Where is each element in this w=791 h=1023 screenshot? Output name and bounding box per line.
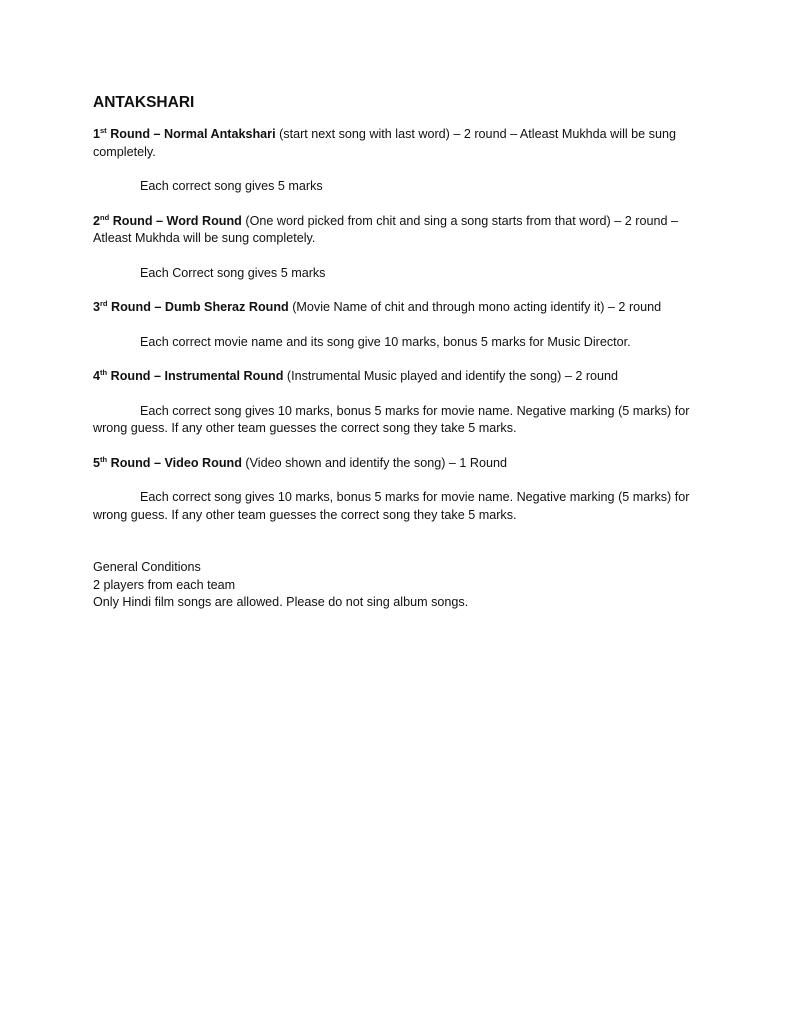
round-number: 2 xyxy=(93,213,101,228)
round-number: 4 xyxy=(93,369,101,383)
round-title: Round – Dumb Sheraz Round xyxy=(111,300,289,314)
round-scoring-text: Each correct song gives 10 marks, bonus 5 marks for movie name. Negative marking (5 marks) for wrong guess. If any other team guesses the correct song they take 5 marks. xyxy=(93,403,690,435)
round-description: (start next song with last word) – 2 round – Atleast Mukhda will be sung completely. xyxy=(93,127,676,159)
round-scoring-text: Each Correct song gives 5 marks xyxy=(140,265,326,280)
general-conditions-heading: General Conditions xyxy=(93,560,201,574)
round-description: (Instrumental Music played and identify the song) – 2 round xyxy=(286,369,619,383)
round-description: (Movie Name of chit and through mono acting identify it) – 2 round xyxy=(292,300,662,314)
round-heading xyxy=(93,455,703,473)
round-scoring-rule xyxy=(93,334,703,352)
round-number: 3 xyxy=(93,300,101,314)
round-scoring-text: Each correct movie name and its song give 10 marks, bonus 5 marks for Music Director. xyxy=(140,334,631,349)
round-ordinal-suffix: nd xyxy=(100,212,110,222)
round-scoring-text: Each correct song gives 10 marks, bonus 5 marks for movie name. Negative marking (5 marks) for wrong guess. If any other team guesses the correct song they take 5 marks. xyxy=(93,490,690,522)
round-heading xyxy=(93,213,703,248)
round-scoring-rule xyxy=(93,265,703,283)
round-title: Round – Normal Antakshari xyxy=(110,127,276,141)
round-4 xyxy=(93,368,703,438)
round-heading xyxy=(93,368,703,386)
round-heading xyxy=(93,126,703,161)
round-scoring-rule xyxy=(93,489,703,524)
round-ordinal-suffix: th xyxy=(100,368,108,377)
round-title: Round – Word Round xyxy=(112,213,242,228)
round-ordinal-suffix: st xyxy=(100,126,107,135)
round-3 xyxy=(93,299,703,351)
document-title: ANTAKSHARI xyxy=(93,94,195,111)
round-2 xyxy=(93,213,703,283)
round-scoring-text: Each correct song gives 5 marks xyxy=(140,179,323,193)
round-ordinal-suffix: rd xyxy=(100,299,108,308)
round-ordinal-suffix: th xyxy=(100,454,108,464)
document-page xyxy=(93,92,703,612)
general-condition-line: 2 players from each team xyxy=(93,577,236,592)
round-scoring-rule xyxy=(93,178,703,196)
general-condition-line: Only Hindi film songs are allowed. Please do not sing album songs. xyxy=(93,595,469,609)
general-conditions xyxy=(93,559,703,612)
round-title: Round – Video Round xyxy=(110,455,242,470)
round-1 xyxy=(93,126,703,196)
round-heading xyxy=(93,299,703,317)
round-scoring-rule xyxy=(93,403,703,438)
round-number: 5 xyxy=(93,455,101,470)
round-description: (One word picked from chit and sing a song starts from that word) – 2 round – Atleast Mukhda will be sung completely. xyxy=(93,213,678,245)
round-5 xyxy=(93,455,703,525)
round-description: (Video shown and identify the song) – 1 Round xyxy=(245,455,508,470)
round-title: Round – Instrumental Round xyxy=(110,369,284,383)
round-number: 1 xyxy=(93,127,101,141)
